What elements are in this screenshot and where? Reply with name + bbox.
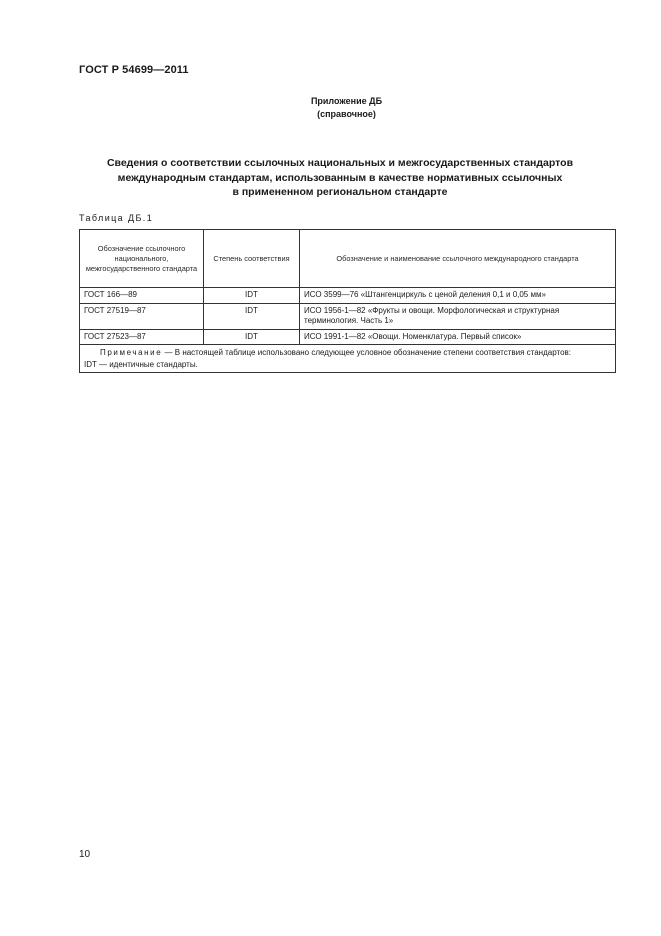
table-row xyxy=(80,329,616,345)
cell-degree: IDT xyxy=(204,288,300,304)
appendix-title: Приложение ДБ xyxy=(310,96,383,106)
cell-standard: ГОСТ 166—89 xyxy=(80,288,204,304)
cell-international: ИСО 1991-1—82 «Овощи. Номенклатура. Первый список» xyxy=(300,329,616,345)
column-header-degree: Степень соответствия xyxy=(204,230,300,288)
appendix-subtitle: (справочное) xyxy=(317,109,376,119)
section-title xyxy=(60,156,620,200)
cell-standard: ГОСТ 27519—87 xyxy=(80,303,204,329)
cell-standard: ГОСТ 27523—87 xyxy=(80,329,204,345)
table-header-row xyxy=(80,230,616,288)
cell-degree: IDT xyxy=(204,303,300,329)
cell-international: ИСО 1956-1—82 «Фрукты и овощи. Морфологическая и структурная терминология. Часть 1» xyxy=(300,303,616,329)
column-header-international: Обозначение и наименование ссылочного международного стандарта xyxy=(300,230,616,288)
note-legend: IDT — идентичные стандарты. xyxy=(84,359,198,369)
table-row xyxy=(80,288,616,304)
cell-international: ИСО 3599—76 «Штангенциркуль с ценой деления 0,1 и 0,05 мм» xyxy=(300,288,616,304)
title-line: в примененном региональном стандарте xyxy=(232,186,448,198)
note-label: Примечание xyxy=(100,348,163,357)
appendix-heading xyxy=(0,95,661,121)
title-line: Сведения о соответствии ссылочных национальных и межгосударственных стандартов xyxy=(106,157,574,169)
page-number: 10 xyxy=(79,849,91,860)
cell-degree: IDT xyxy=(204,329,300,345)
table-row xyxy=(80,303,616,329)
table-note-row xyxy=(80,345,616,373)
document-header: ГОСТ Р 54699—2011 xyxy=(79,64,189,76)
column-header-standard: Обозначение ссылочного национального, межгосударственного стандарта xyxy=(80,230,204,288)
note-text: — В настоящей таблице использовано следующее условное обозначение степени соответствия стандартов: xyxy=(162,348,571,357)
table-note xyxy=(80,345,616,373)
table-caption: Таблица ДБ.1 xyxy=(79,213,154,223)
title-line: международным стандартам, использованным в качестве нормативных ссылочных xyxy=(117,171,563,184)
correspondence-table xyxy=(79,229,616,373)
